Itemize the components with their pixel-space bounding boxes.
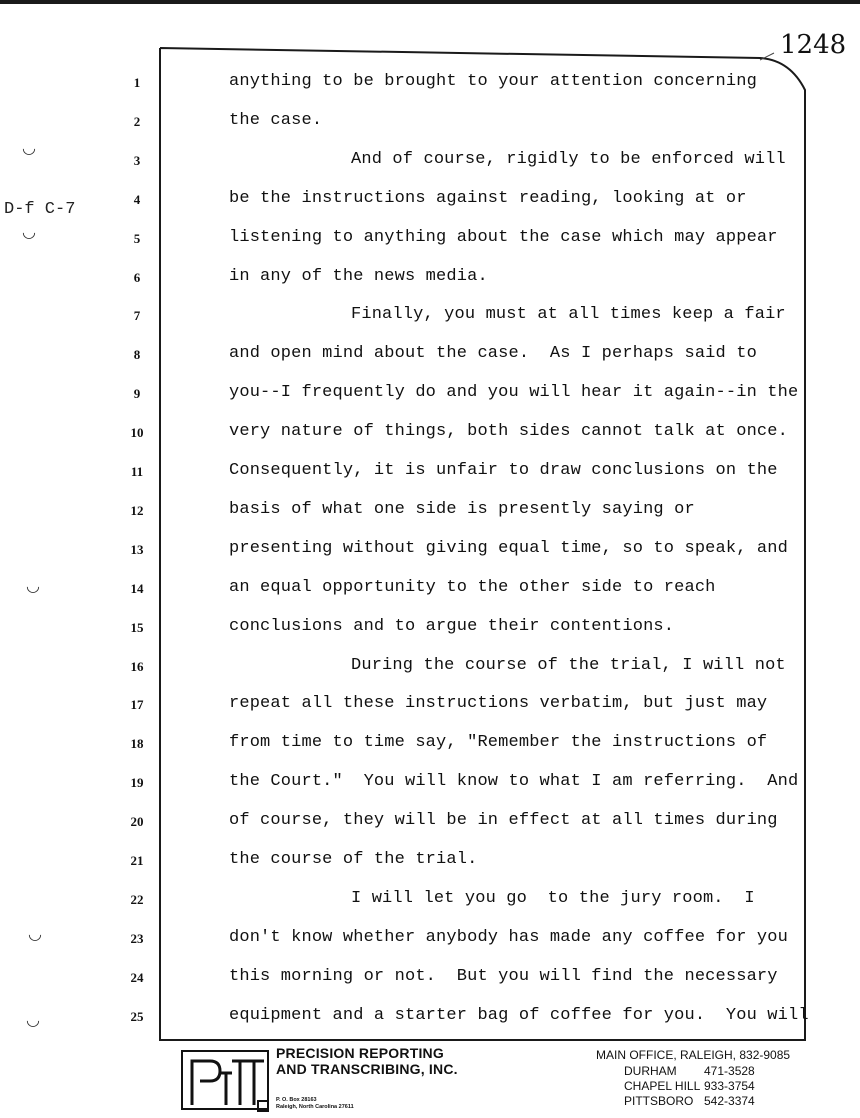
transcript-line: repeat all these instructions verbatim, but just may: [229, 694, 768, 714]
line-number: 2: [133, 113, 141, 129]
transcript-line: from time to time say, "Remember the instructions of: [229, 733, 768, 753]
transcript-line: Finally, you must at all times keep a fair: [351, 305, 786, 325]
line-number: 7: [133, 308, 141, 324]
line-number: 15: [130, 619, 144, 635]
line-number: 25: [130, 1008, 144, 1024]
office-phone: 471-3528: [704, 1064, 755, 1078]
firm-name-line2: AND TRANSCRIBING, INC.: [276, 1061, 458, 1077]
transcript-line: basis of what one side is presently saying or: [229, 499, 695, 519]
margin-tick-mark: ◡: [28, 924, 42, 943]
transcript-line: anything to be brought to your attention concerning: [229, 72, 757, 91]
transcript-line: the case.: [229, 110, 323, 130]
office-city: CHAPEL HILL: [624, 1079, 701, 1093]
line-number: 24: [130, 969, 144, 985]
transcript-line: the Court." You will know to what I am referring. And: [229, 772, 799, 792]
line-number: 13: [130, 541, 144, 557]
line-number: 4: [133, 191, 141, 207]
transcript-line: I will let you go to the jury room. I: [351, 888, 755, 908]
line-number: 20: [130, 814, 144, 830]
transcript-line: Consequently, it is unfair to draw conclusions on the: [229, 461, 778, 480]
line-number: 12: [130, 502, 144, 518]
office-phone: 542-3374: [704, 1094, 755, 1108]
transcript-line: very nature of things, both sides cannot talk at once.: [229, 422, 788, 442]
transcript-line: be the instructions against reading, looking at or: [229, 188, 747, 208]
transcript-line: and open mind about the case. As I perhaps said to: [229, 344, 757, 364]
firm-info: [276, 1045, 458, 1111]
line-number: 8: [133, 347, 141, 363]
line-number: 19: [130, 775, 144, 791]
line-number: 14: [130, 580, 144, 596]
office-row: [624, 1094, 790, 1109]
line-number: 5: [133, 230, 141, 246]
line-number: 17: [130, 697, 144, 713]
margin-note: D-f C-7: [4, 200, 76, 219]
transcript-line: conclusions and to argue their contentions.: [229, 616, 675, 636]
line-number: 18: [130, 736, 144, 752]
office-row: [624, 1079, 790, 1094]
line-number: 22: [130, 891, 144, 907]
transcript-line: of course, they will be in effect at all times during: [229, 811, 778, 831]
line-number: 23: [130, 930, 144, 946]
line-number: 6: [133, 269, 141, 285]
margin-tick-mark: ◡: [22, 222, 36, 241]
transcript-line: During the course of the trial, I will not: [351, 655, 786, 675]
transcript-line: listening to anything about the case which may appear: [229, 227, 778, 247]
line-number: 11: [130, 464, 144, 479]
office-list: [596, 1048, 790, 1109]
line-number: 21: [130, 853, 144, 868]
transcript-line: an equal opportunity to the other side to reach: [229, 577, 716, 597]
transcript-line: equipment and a starter bag of coffee for you. You will: [229, 1005, 809, 1025]
transcript-line: don't know whether anybody has made any coffee for you: [229, 927, 788, 947]
line-number: 3: [133, 152, 141, 168]
office-city: PITTSBORO: [624, 1094, 694, 1108]
margin-tick-mark: ◡: [22, 138, 36, 157]
main-office: MAIN OFFICE, RALEIGH, 832-9085: [596, 1048, 791, 1062]
page-number: 1248: [780, 30, 847, 60]
office-row: [624, 1064, 790, 1079]
margin-tick-mark: ◡: [26, 1010, 40, 1029]
line-number: 1: [133, 75, 141, 90]
transcript-line: this morning or not. But you will find the necessary: [229, 966, 778, 986]
transcript-line: presenting without giving equal time, so to speak, and: [229, 538, 788, 558]
transcript-line: And of course, rigidly to be enforced will: [351, 149, 786, 169]
line-number: 16: [130, 658, 144, 674]
firm-address-line1: P. O. Box 28163: [276, 1097, 317, 1103]
firm-logo: [180, 1043, 272, 1113]
margin-tick-mark: ◡: [26, 576, 40, 595]
line-number: 10: [130, 425, 144, 441]
transcript-line: in any of the news media.: [229, 266, 488, 286]
firm-address-line2: Raleigh, North Carolina 27611: [276, 1104, 354, 1110]
office-city: DURHAM: [624, 1064, 677, 1078]
top-rule: [0, 0, 860, 4]
office-phone: 933-3754: [704, 1079, 755, 1093]
transcript-line: you--I frequently do and you will hear it again--in the: [229, 383, 799, 403]
transcript-line: the course of the trial.: [229, 850, 478, 869]
firm-name-line1: PRECISION REPORTING: [276, 1045, 444, 1061]
line-number: 9: [133, 386, 141, 402]
